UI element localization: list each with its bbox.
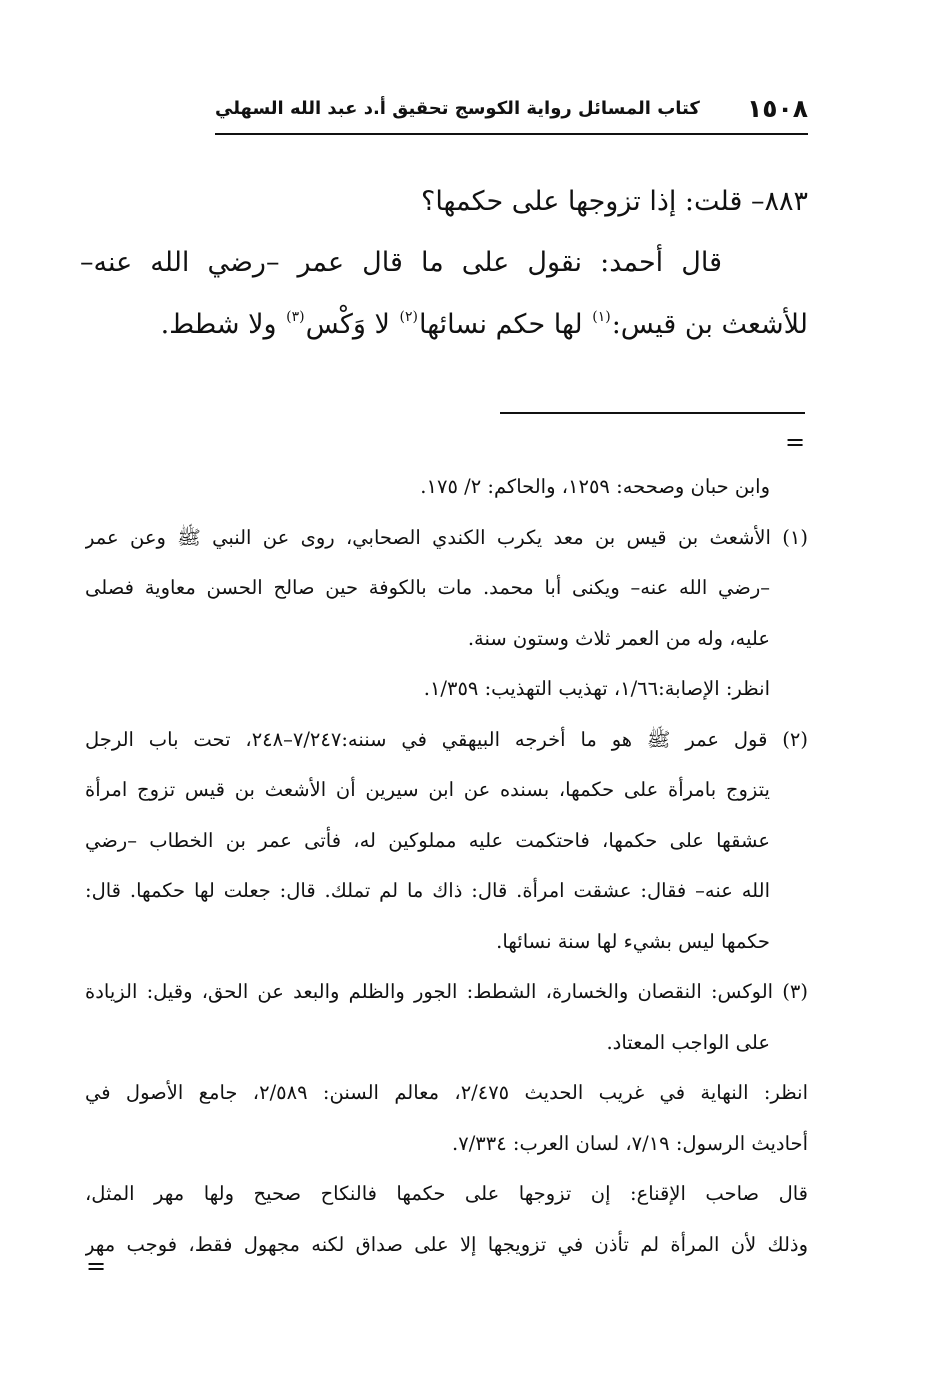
footnote-line: وذلك لأن المرأة لم تأذن في تزويجها إلا على صداق لكنه مجهول فقط، فوجب مهر (85, 1232, 808, 1256)
footnote-line: حكمها ليس بشيء لها سنة نسائها. (496, 929, 770, 953)
footnote-ref-1: (١) (592, 309, 611, 325)
answer-text-2: لها حكم نسائها (418, 309, 592, 340)
footnote-line: –رضي الله عنه– ويكنى أبا محمد. مات بالكوفة حين صالح الحسن معاوية فصلى (85, 576, 770, 599)
footnote-line: انظر: النهاية في غريب الحديث ٢/٤٧٥، معالم السنن: ٢/٥٨٩، جامع الأصول في (85, 1081, 808, 1104)
footnote-line: الله عنه– فقال: عشقت امرأة. قال: ذاك ما لم تملك. قال: جعلت لها حكمها. قال: (85, 879, 770, 902)
footnote-line: على الواجب المعتاد. (606, 1030, 770, 1054)
page-number: ١٥٠٨ (746, 94, 808, 123)
footnote-line: قال صاحب الإقناع: إن تزوجها على حكمها فالنكاح صحيح ولها مهر المثل، (85, 1182, 808, 1205)
main-text (80, 172, 808, 360)
running-title: كتاب المسائل رواية الكوسج تحقيق أ.د عبد الله السهلي (215, 98, 700, 119)
answer-paragraph (80, 232, 808, 360)
footnotes (85, 462, 808, 1270)
header-rule (215, 133, 808, 135)
footnote-line: أحاديث الرسول: ٧/١٩، لسان العرب: ٧/٣٣٤. (452, 1131, 808, 1155)
question-line: ٨٨٣– قلت: إذا تزوجها على حكمها؟ (421, 186, 808, 217)
page-header (215, 92, 808, 130)
answer-text-4: ولا شطط. (160, 309, 286, 340)
footnote-line: (٢) قول عمر ﷺ هو ما أخرجه البيهقي في سننه:٧/٢٤٧–٢٤٨، تحت باب الرجل (85, 727, 808, 751)
footnote-line: (٣) الوكس: النقصان والخسارة، الشطط: الجور والظلم والبعد عن الحق، وقيل: الزيادة (85, 980, 808, 1003)
footnote-line: وابن حبان وصححه: ١٢٥٩، والحاكم: ٢/ ١٧٥. (420, 475, 770, 498)
footnote-line: انظر: الإصابة:١/٦٦، تهذيب التهذيب: ١/٣٥٩. (423, 677, 770, 700)
footnote-line: عليه، وله من العمر ثلاث وستون سنة. (467, 626, 770, 650)
footnote-line: (١) الأشعث بن قيس بن معد يكرب الكندي الصحابي، روى عن النبي ﷺ وعن عمر (85, 525, 808, 549)
answer-text-3: لا وَكْس (305, 309, 399, 340)
footnote-separator (500, 412, 805, 414)
footnote-ref-2: (٢) (399, 309, 418, 325)
footnote-ref-3: (٣) (286, 309, 305, 325)
footnote-line: يتزوج بامرأة على حكمها، بسنده عن ابن سيرين أن الأشعث بن قيس تزوج امرأة (85, 778, 770, 801)
answer-text-1: قال أحمد: نقول على ما قال عمر –رضي الله عنه– للأشعث بن قيس: (80, 247, 808, 340)
footnote-line: عشقها على حكمها، فاحتكمت عليه مملوكين له، فأتى عمر بن الخطاب –رضي (85, 828, 770, 852)
continuation-mark-top: = (785, 428, 806, 456)
continuation-mark-bottom: = (86, 1252, 107, 1280)
